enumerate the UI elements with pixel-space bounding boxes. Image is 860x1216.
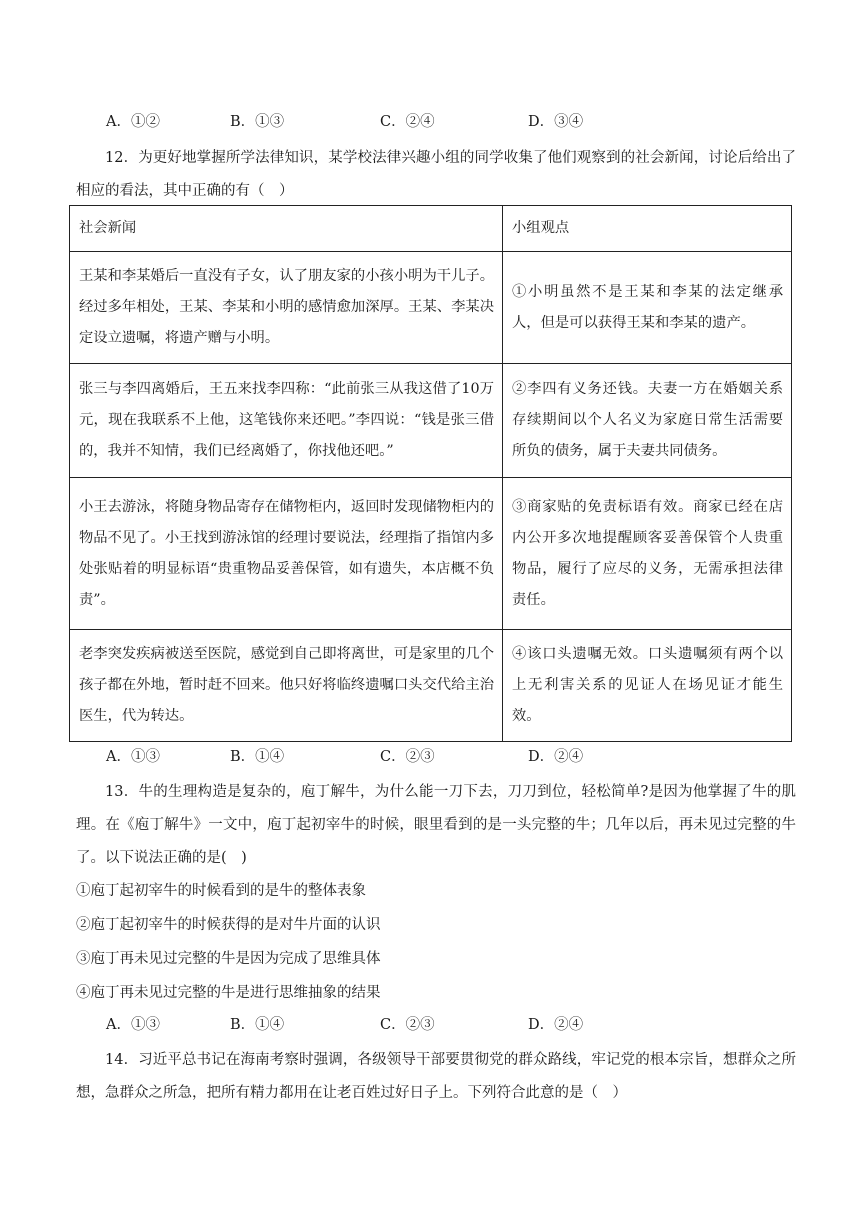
option-c: C．②③ [380, 749, 435, 765]
q13-statement-2: ②庖丁起初宰牛的时候获得的是对牛片面的认识 [76, 917, 381, 933]
news-cell: 老李突发疾病被送至医院，感觉到自己即将离世，可是家里的几个孩子都在外地，暂时赶不回来。他只好将临终遗嘱口头交代给主治医生，代为转达。 [70, 630, 503, 742]
table-row [70, 252, 792, 364]
option-a: A．①② [106, 114, 160, 130]
option-c: C．②③ [380, 1017, 435, 1033]
q13-statement-1: ①庖丁起初宰牛的时候看到的是牛的整体表象 [76, 883, 366, 899]
table-row [70, 630, 792, 742]
view-cell: ②李四有义务还钱。夫妻一方在婚姻关系存续期间以个人名义为家庭日常生活需要所负的债务，属于夫妻共同债务。 [503, 364, 792, 478]
table-header-row [70, 206, 792, 252]
news-cell: 小王去游泳，将随身物品寄存在储物柜内，返回时发现储物柜内的物品不见了。小王找到游泳馆的经理讨要说法，经理指了指馆内多处张贴着的明显标语“贵重物品妥善保管，如有遗失，本店概不负责”。 [70, 478, 503, 630]
q14-stem: 14．习近平总书记在海南考察时强调，各级领导干部要贯彻党的群众路线，牢记党的根本宗旨，想群众之所想，急群众之所急，把所有精力都用在让老百姓过好日子上。下列符合此意的是（ ） [76, 1052, 796, 1101]
option-c: C．②④ [380, 114, 435, 130]
header-group-view: 小组观点 [503, 206, 792, 252]
table-row [70, 364, 792, 478]
option-d: D．②④ [528, 749, 584, 765]
q13-statement-4: ④庖丁再未见过完整的牛是进行思维抽象的结果 [76, 985, 381, 1001]
q13-stem: 13．牛的生理构造是复杂的，庖丁解牛，为什么能一刀下去，刀刀到位，轻松简单?是因为他掌握了牛的肌理。在《庖丁解牛》一文中，庖丁起初宰牛的时候，眼里看到的是一头完整的牛；几年以后，再未见过完整的牛了。以下说法正确的是( ) [76, 784, 796, 866]
q12-news-table [69, 205, 792, 742]
view-cell: ③商家贴的免责标语有效。商家已经在店内公开多次地提醒顾客妥善保管个人贵重物品，履行了应尽的义务，无需承担法律责任。 [503, 478, 792, 630]
q12-stem: 12．为更好地掌握所学法律知识，某学校法律兴趣小组的同学收集了他们观察到的社会新闻，讨论后给出了相应的看法，其中正确的有（ ） [76, 150, 796, 199]
view-cell: ①小明虽然不是王某和李某的法定继承人，但是可以获得王某和李某的遗产。 [503, 252, 792, 364]
q13-options [106, 1013, 786, 1037]
table-row [70, 478, 792, 630]
view-cell: ④该口头遗嘱无效。口头遗嘱须有两个以上无利害关系的见证人在场见证才能生效。 [503, 630, 792, 742]
option-a: A．①③ [106, 749, 160, 765]
news-cell: 王某和李某婚后一直没有子女，认了朋友家的小孩小明为干儿子。经过多年相处，王某、李某和小明的感情愈加深厚。王某、李某决定设立遗嘱，将遗产赠与小明。 [70, 252, 503, 364]
q11-options [106, 110, 786, 134]
news-cell: 张三与李四离婚后，王五来找李四称：“此前张三从我这借了10万元，现在我联系不上他，这笔钱你来还吧。”李四说：“钱是张三借的，我并不知情，我们已经离婚了，你找他还吧。” [70, 364, 503, 478]
option-b: B．①④ [230, 749, 285, 765]
option-a: A．①③ [106, 1017, 160, 1033]
option-d: D．②④ [528, 1017, 584, 1033]
q13-statement-3: ③庖丁再未见过完整的牛是因为完成了思维具体 [76, 951, 381, 967]
header-social-news: 社会新闻 [70, 206, 503, 252]
option-d: D．③④ [528, 114, 584, 130]
option-b: B．①③ [230, 114, 285, 130]
option-b: B．①④ [230, 1017, 285, 1033]
q12-options [106, 745, 786, 769]
